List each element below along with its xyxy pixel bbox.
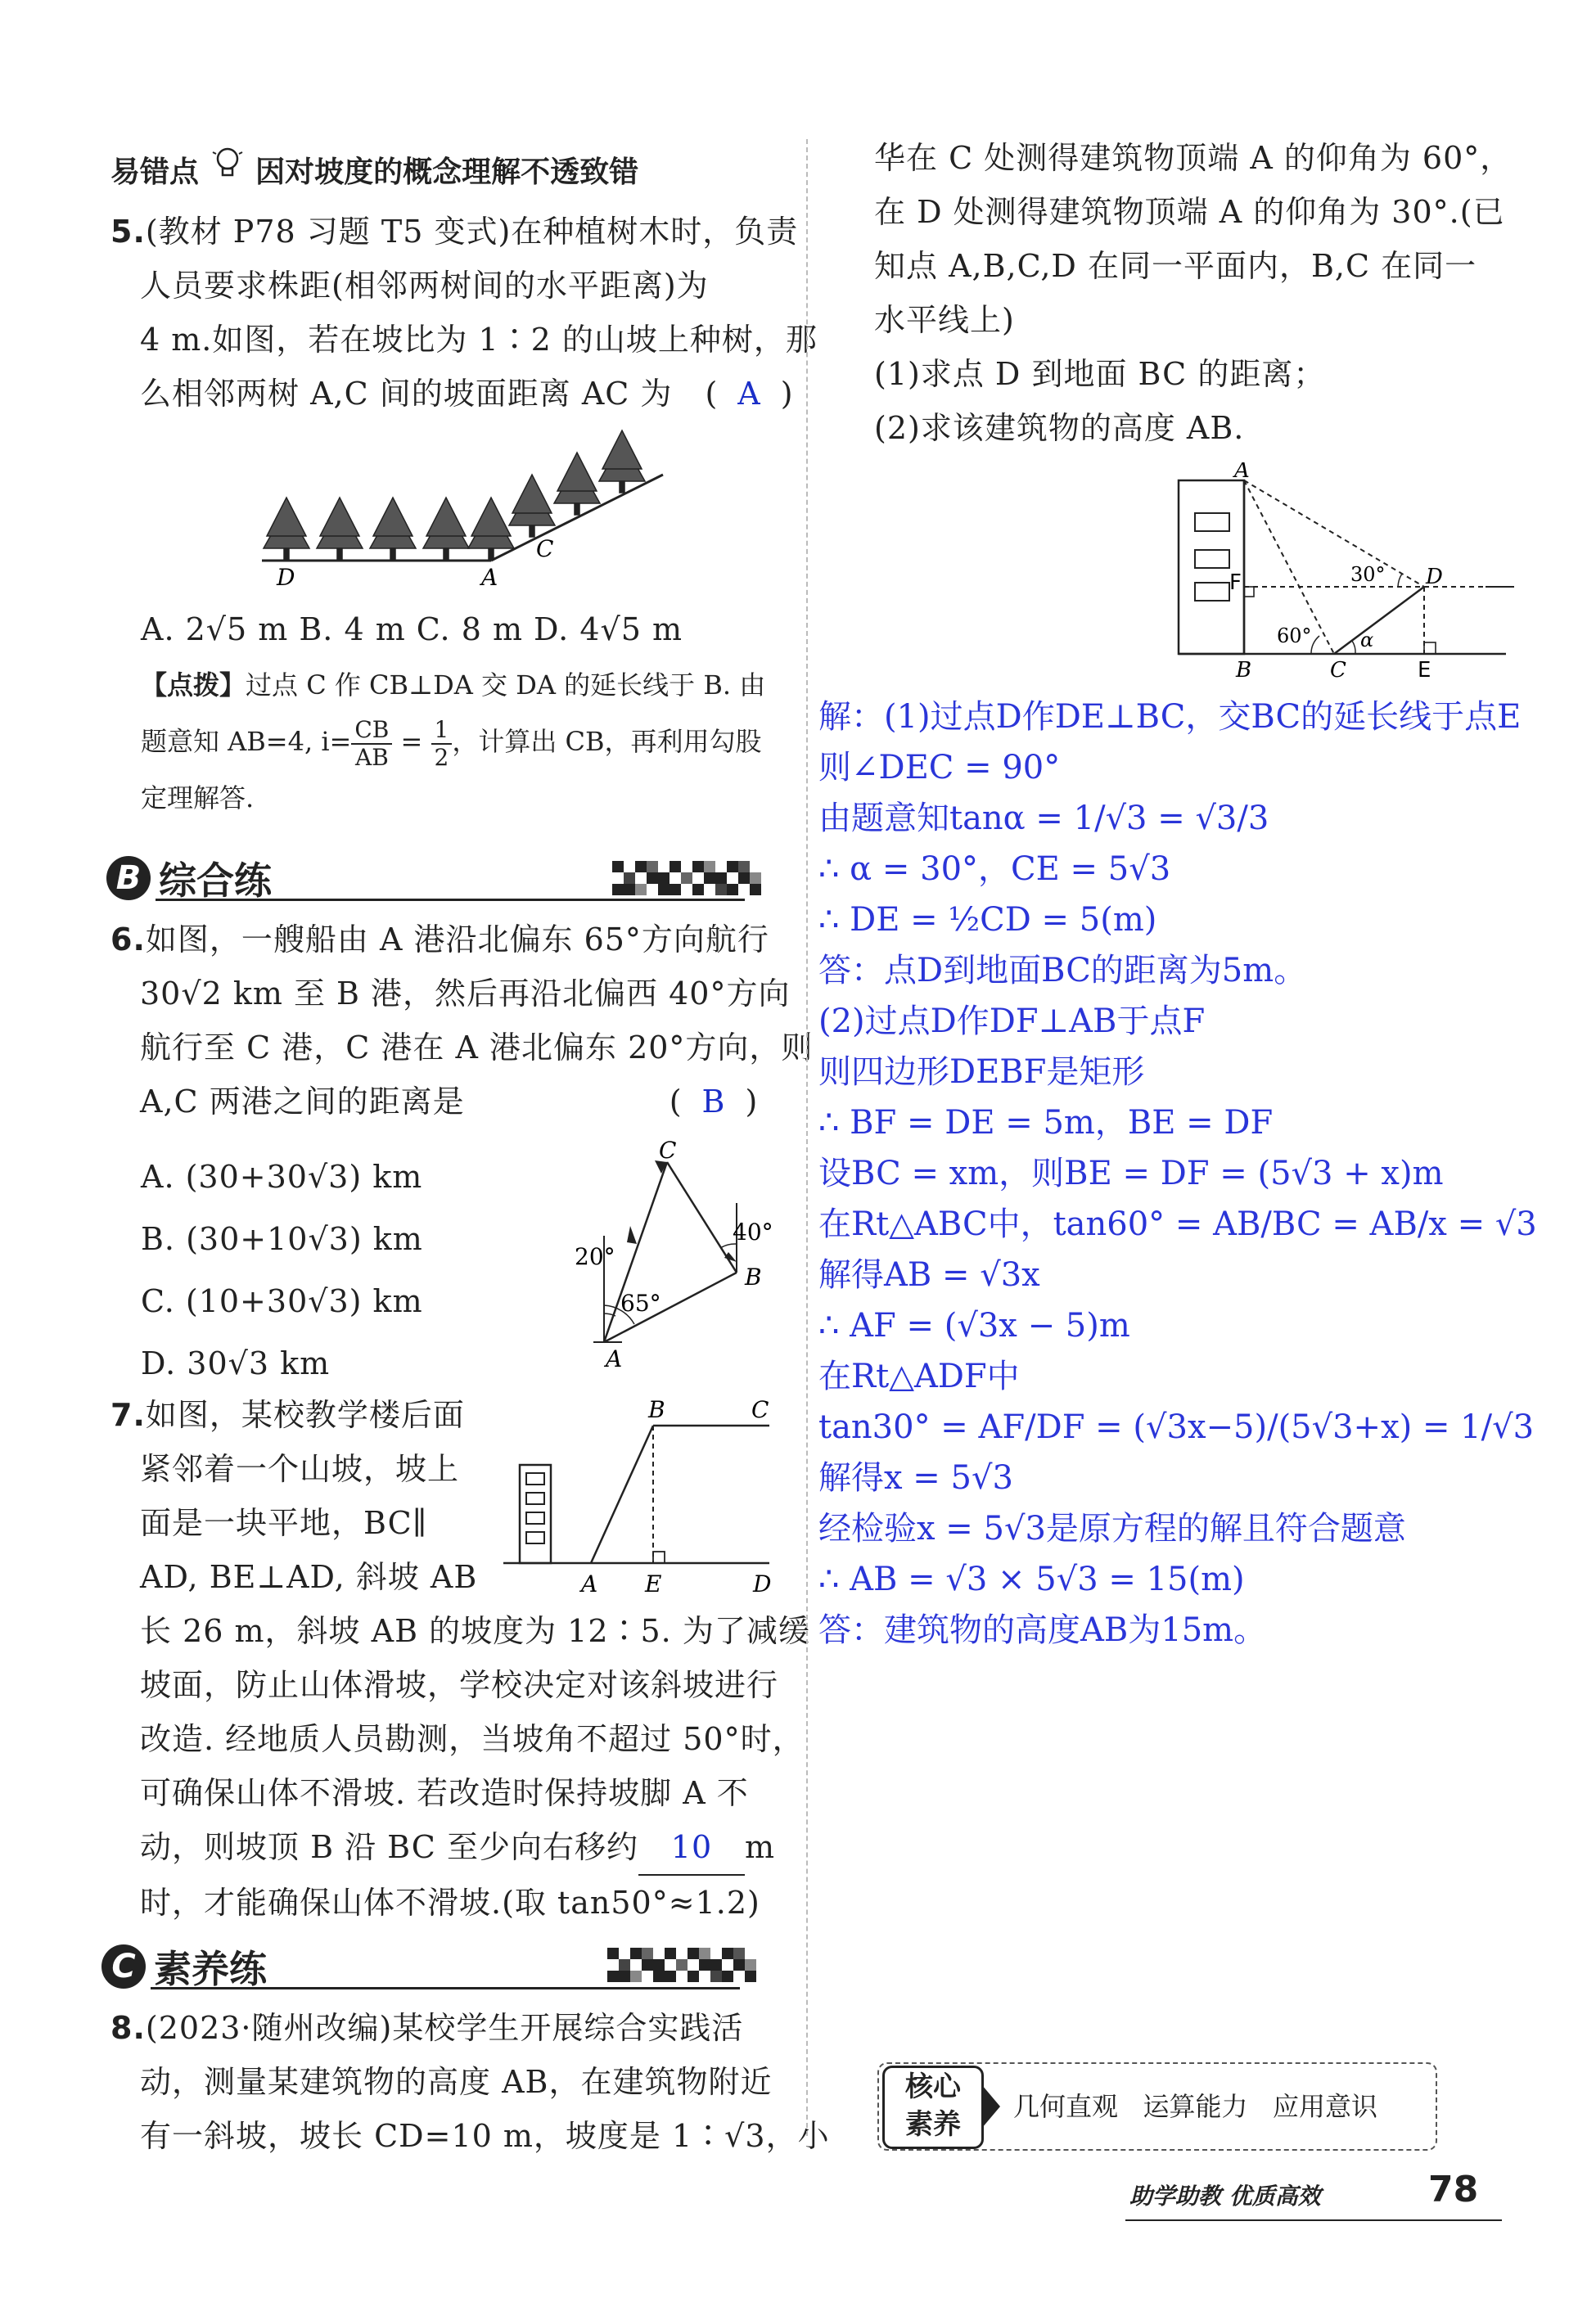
q7-line-7: 改造. 经地质人员勘测，当坡角不超过 50°时， — [140, 1721, 805, 1757]
solution-block — [818, 692, 1537, 1656]
solution-line-3: 由题意知tanα = 1/√3 = √3/3 — [818, 800, 1269, 837]
q8-right-line-5: (1)求点 D 到地面 BC 的距离； — [874, 356, 1326, 392]
q7-slope-figure — [499, 1391, 778, 1604]
solution-line-19: 答：建筑物的高度AB为15m。 — [818, 1611, 1267, 1649]
solution-line-9: ∴ BF = DE = 5m，BE = DF — [818, 1104, 1274, 1142]
q5-line-1: (教材 P78 习题 T5 变式)在种植树木时，负责 — [145, 214, 799, 250]
solution-line-10: 设BC = xm，则BE = DF = (5√3 + x)m — [818, 1155, 1444, 1192]
q7-line-1: 如图，某校教学楼后面 — [145, 1397, 465, 1433]
q6-navigation-figure — [573, 1138, 786, 1375]
q7-unit: m — [744, 1829, 775, 1865]
q7-number: 7. — [110, 1397, 146, 1433]
hint-line-4: 定理解答. — [141, 782, 255, 813]
core-tag-line-1: 核心 — [905, 2070, 961, 2103]
q6-angle-65: 65° — [620, 1290, 661, 1317]
question-6: 6.如图，一艘船由 A 港沿北偏东 65°方向航行 30√2 km 至 B 港，然后再沿北偏西 40°方向 航行至 C 港，C 港在 A 港北偏东 20°方向，则 A,C 两港之间的距离是 ( B ) — [110, 921, 814, 1120]
q8-angle-alpha: α — [1360, 629, 1374, 651]
q6-line-4: A,C 两港之间的距离是 — [140, 1084, 465, 1120]
hint-frac2-den: 2 — [434, 743, 449, 771]
q6-line-1: 如图，一艘船由 A 港沿北偏东 65°方向航行 — [145, 921, 769, 957]
footer-slogan: 助学助教 优质高效 — [1129, 2183, 1321, 2210]
q5-line-4: 么相邻两树 A,C 间的坡面距离 AC 为 — [140, 376, 673, 412]
q6-label-b: B — [745, 1264, 762, 1291]
q6-answer: B — [701, 1084, 726, 1120]
question-8 — [110, 2001, 830, 2163]
q5-hint: 【点拨】过点 C 作 CB⊥DA 交 DA 的延长线于 B. 由 题意知 AB=4, i= $\frac{CB}{AB}$ = $\frac{1}{2}$ ，计算出 CB，再利用勾股 定理解答. — [141, 661, 779, 822]
q8-label-c: C — [1330, 658, 1346, 679]
q7-label-e: E — [645, 1570, 662, 1597]
solution-line-7: (2)过点D作DF⊥AB于点F — [818, 1003, 1206, 1040]
solution-line-6: 答：点D到地面BC的距离为5m。 — [818, 952, 1307, 989]
hint-line-2: 题意知 AB=4, i= — [141, 726, 352, 757]
column-divider — [806, 139, 808, 2136]
q7-line-5: 长 26 m，斜坡 AB 的坡度为 12∶5. 为了减缓 — [140, 1613, 810, 1649]
q6-label-c: C — [659, 1138, 677, 1164]
q7-line-8: 可确保山体不滑坡. 若改造时保持坡脚 A 不 — [140, 1775, 749, 1811]
q6-angle-40: 40° — [733, 1219, 773, 1246]
q6-option-b: B. (30+10√3) km — [141, 1221, 423, 1257]
q5-line-3: 4 m.如图，若在坡比为 1∶2 的山坡上种树，那 — [140, 322, 818, 358]
q8-angle-60: 60° — [1277, 624, 1312, 647]
q6-option-d: D. 30√3 km — [141, 1345, 331, 1381]
solution-line-4: ∴ α = 30°，CE = 5√3 — [818, 850, 1171, 888]
q8-right-line-2: 在 D 处测得建筑物顶端 A 的仰角为 30°.(已 — [874, 194, 1505, 230]
q5-number: 5. — [110, 214, 146, 250]
q5-label-d: D — [277, 564, 295, 589]
page-number: 78 — [1428, 2169, 1479, 2210]
q5-slope-figure — [254, 426, 679, 589]
q8-line-2: 动，测量某建筑物的高度 AB，在建筑物附近 — [140, 2064, 773, 2100]
section-b-badge: B — [106, 856, 151, 900]
solution-line-13: ∴ AF = (√3x − 5)m — [818, 1307, 1130, 1345]
q8-label-b: B — [1236, 658, 1252, 679]
section-b-checker-pattern — [612, 861, 761, 895]
section-c-badge: C — [101, 1944, 146, 1989]
core-competency-tag — [882, 2066, 984, 2149]
q7-line-4: AD, BE⊥AD, 斜坡 AB — [140, 1559, 478, 1595]
q6-options — [141, 1146, 423, 1395]
section-c-title: 素养练 — [154, 1947, 267, 1991]
q5-label-c: C — [536, 535, 554, 562]
q7-label-c: C — [751, 1396, 769, 1423]
section-b-title: 综合练 — [159, 858, 272, 903]
solution-line-5: ∴ DE = ½CD = 5(m) — [818, 901, 1157, 939]
solution-line-18: ∴ AB = √3 × 5√3 = 15(m) — [818, 1561, 1245, 1598]
q6-line-3: 航行至 C 港，C 港在 A 港北偏东 20°方向，则 — [140, 1030, 814, 1066]
q5-options: A. 2√5 m B. 4 m C. 8 m D. 4√5 m — [141, 611, 683, 647]
footer-rule — [1125, 2219, 1502, 2221]
q8-building-figure — [1170, 462, 1514, 679]
solution-line-15: tan30° = AF/DF = (√3x−5)/(5√3+x) = 1/√3 — [818, 1408, 1535, 1446]
q6-angle-20: 20° — [575, 1243, 615, 1270]
q8-continued — [874, 131, 1512, 455]
core-competency-items: 几何直观 运算能力 应用意识 — [1013, 2091, 1378, 2122]
q7-line-9: 动，则坡顶 B 沿 BC 至少向右移约 — [140, 1829, 638, 1865]
solution-line-16: 解得x = 5√3 — [818, 1459, 1013, 1497]
q8-number: 8. — [110, 2010, 146, 2046]
q8-right-line-1: 华在 C 处测得建筑物顶端 A 的仰角为 60°， — [874, 140, 1513, 176]
q7-label-a: A — [581, 1570, 598, 1597]
q6-number: 6. — [110, 921, 146, 957]
q6-option-a: A. (30+30√3) km — [141, 1159, 423, 1195]
pitfall-header — [110, 144, 638, 191]
q7-label-d: D — [753, 1570, 772, 1597]
q5-label-a: A — [481, 564, 498, 589]
q8-label-e: E — [1418, 658, 1431, 679]
section-c-checker-pattern — [607, 1948, 756, 1982]
question-5: 5.(教材 P78 习题 T5 变式)在种植树木时，负责 人员要求株距(相邻两树间的水平距离)为 4 m.如图，若在坡比为 1∶2 的山坡上种树，那 么相邻两树 A,C 间的坡面距离 AC 为 ( A ) — [110, 214, 818, 412]
q7-answer: 10 — [638, 1820, 745, 1876]
hint-frac1-den: AB — [354, 743, 389, 771]
q7-label-b: B — [648, 1396, 665, 1423]
solution-line-8: 则四边形DEBF是矩形 — [818, 1053, 1145, 1091]
hint-frac1-num: CB — [351, 717, 392, 745]
q8-line-1: (2023·随州改编)某校学生开展综合实践活 — [145, 2010, 744, 2046]
q7-line-10: 时，才能确保山体不滑坡.(取 tan50°≈1.2) — [140, 1885, 760, 1921]
solution-line-1: 解：(1)过点D作DE⊥BC，交BC的延长线于点E — [818, 698, 1522, 736]
core-tag-line-2: 素养 — [905, 2108, 961, 2141]
hint-line-3: ，计算出 CB，再利用勾股 — [452, 726, 762, 757]
solution-line-14: 在Rt△ADF中 — [818, 1358, 1020, 1395]
solution-line-11: 在Rt△ABC中，tan60° = AB/BC = AB/x = √3 — [818, 1205, 1537, 1243]
hint-label: 【点拨】 — [141, 669, 246, 701]
lightbulb-icon — [210, 144, 246, 189]
q8-right-line-3: 知点 A,B,C,D 在同一平面内，B,C 在同一 — [874, 248, 1477, 284]
q7-line-2: 紧邻着一个山坡，坡上 — [140, 1451, 460, 1487]
hint-frac2-num: 1 — [431, 717, 453, 745]
q7-line-3: 面是一块平地，BC∥ — [140, 1505, 428, 1541]
solution-line-17: 经检验x = 5√3是原方程的解且符合题意 — [818, 1510, 1406, 1548]
q8-label-d: D — [1426, 565, 1443, 589]
q6-option-c: C. (10+30√3) km — [141, 1283, 423, 1319]
q5-line-2: 人员要求株距(相邻两树间的水平距离)为 — [140, 268, 709, 304]
q6-line-2: 30√2 km 至 B 港，然后再沿北偏西 40°方向 — [140, 976, 791, 1012]
pitfall-label: 易错点 — [110, 155, 200, 189]
solution-line-2: 则∠DEC = 90° — [818, 749, 1061, 786]
pitfall-title: 因对坡度的概念理解不透致错 — [255, 155, 639, 189]
q8-right-line-6: (2)求该建筑物的高度 AB. — [874, 410, 1245, 446]
q8-angle-30: 30° — [1350, 563, 1386, 586]
hint-line-1: 过点 C 作 CB⊥DA 交 DA 的延长线于 B. 由 — [246, 669, 766, 701]
q6-label-a: A — [606, 1345, 623, 1372]
solution-line-12: 解得AB = √3x — [818, 1256, 1040, 1294]
q8-line-3: 有一斜坡，坡长 CD=10 m，坡度是 1∶√3，小 — [140, 2118, 830, 2154]
core-arrow-icon — [982, 2085, 1000, 2128]
q8-label-f: F — [1229, 570, 1242, 595]
q7-line-6: 坡面，防止山体滑坡，学校决定对该斜坡进行 — [140, 1667, 779, 1703]
q8-right-line-4: 水平线上) — [874, 302, 1015, 338]
q5-answer: A — [737, 376, 761, 412]
q8-label-a: A — [1234, 462, 1250, 483]
